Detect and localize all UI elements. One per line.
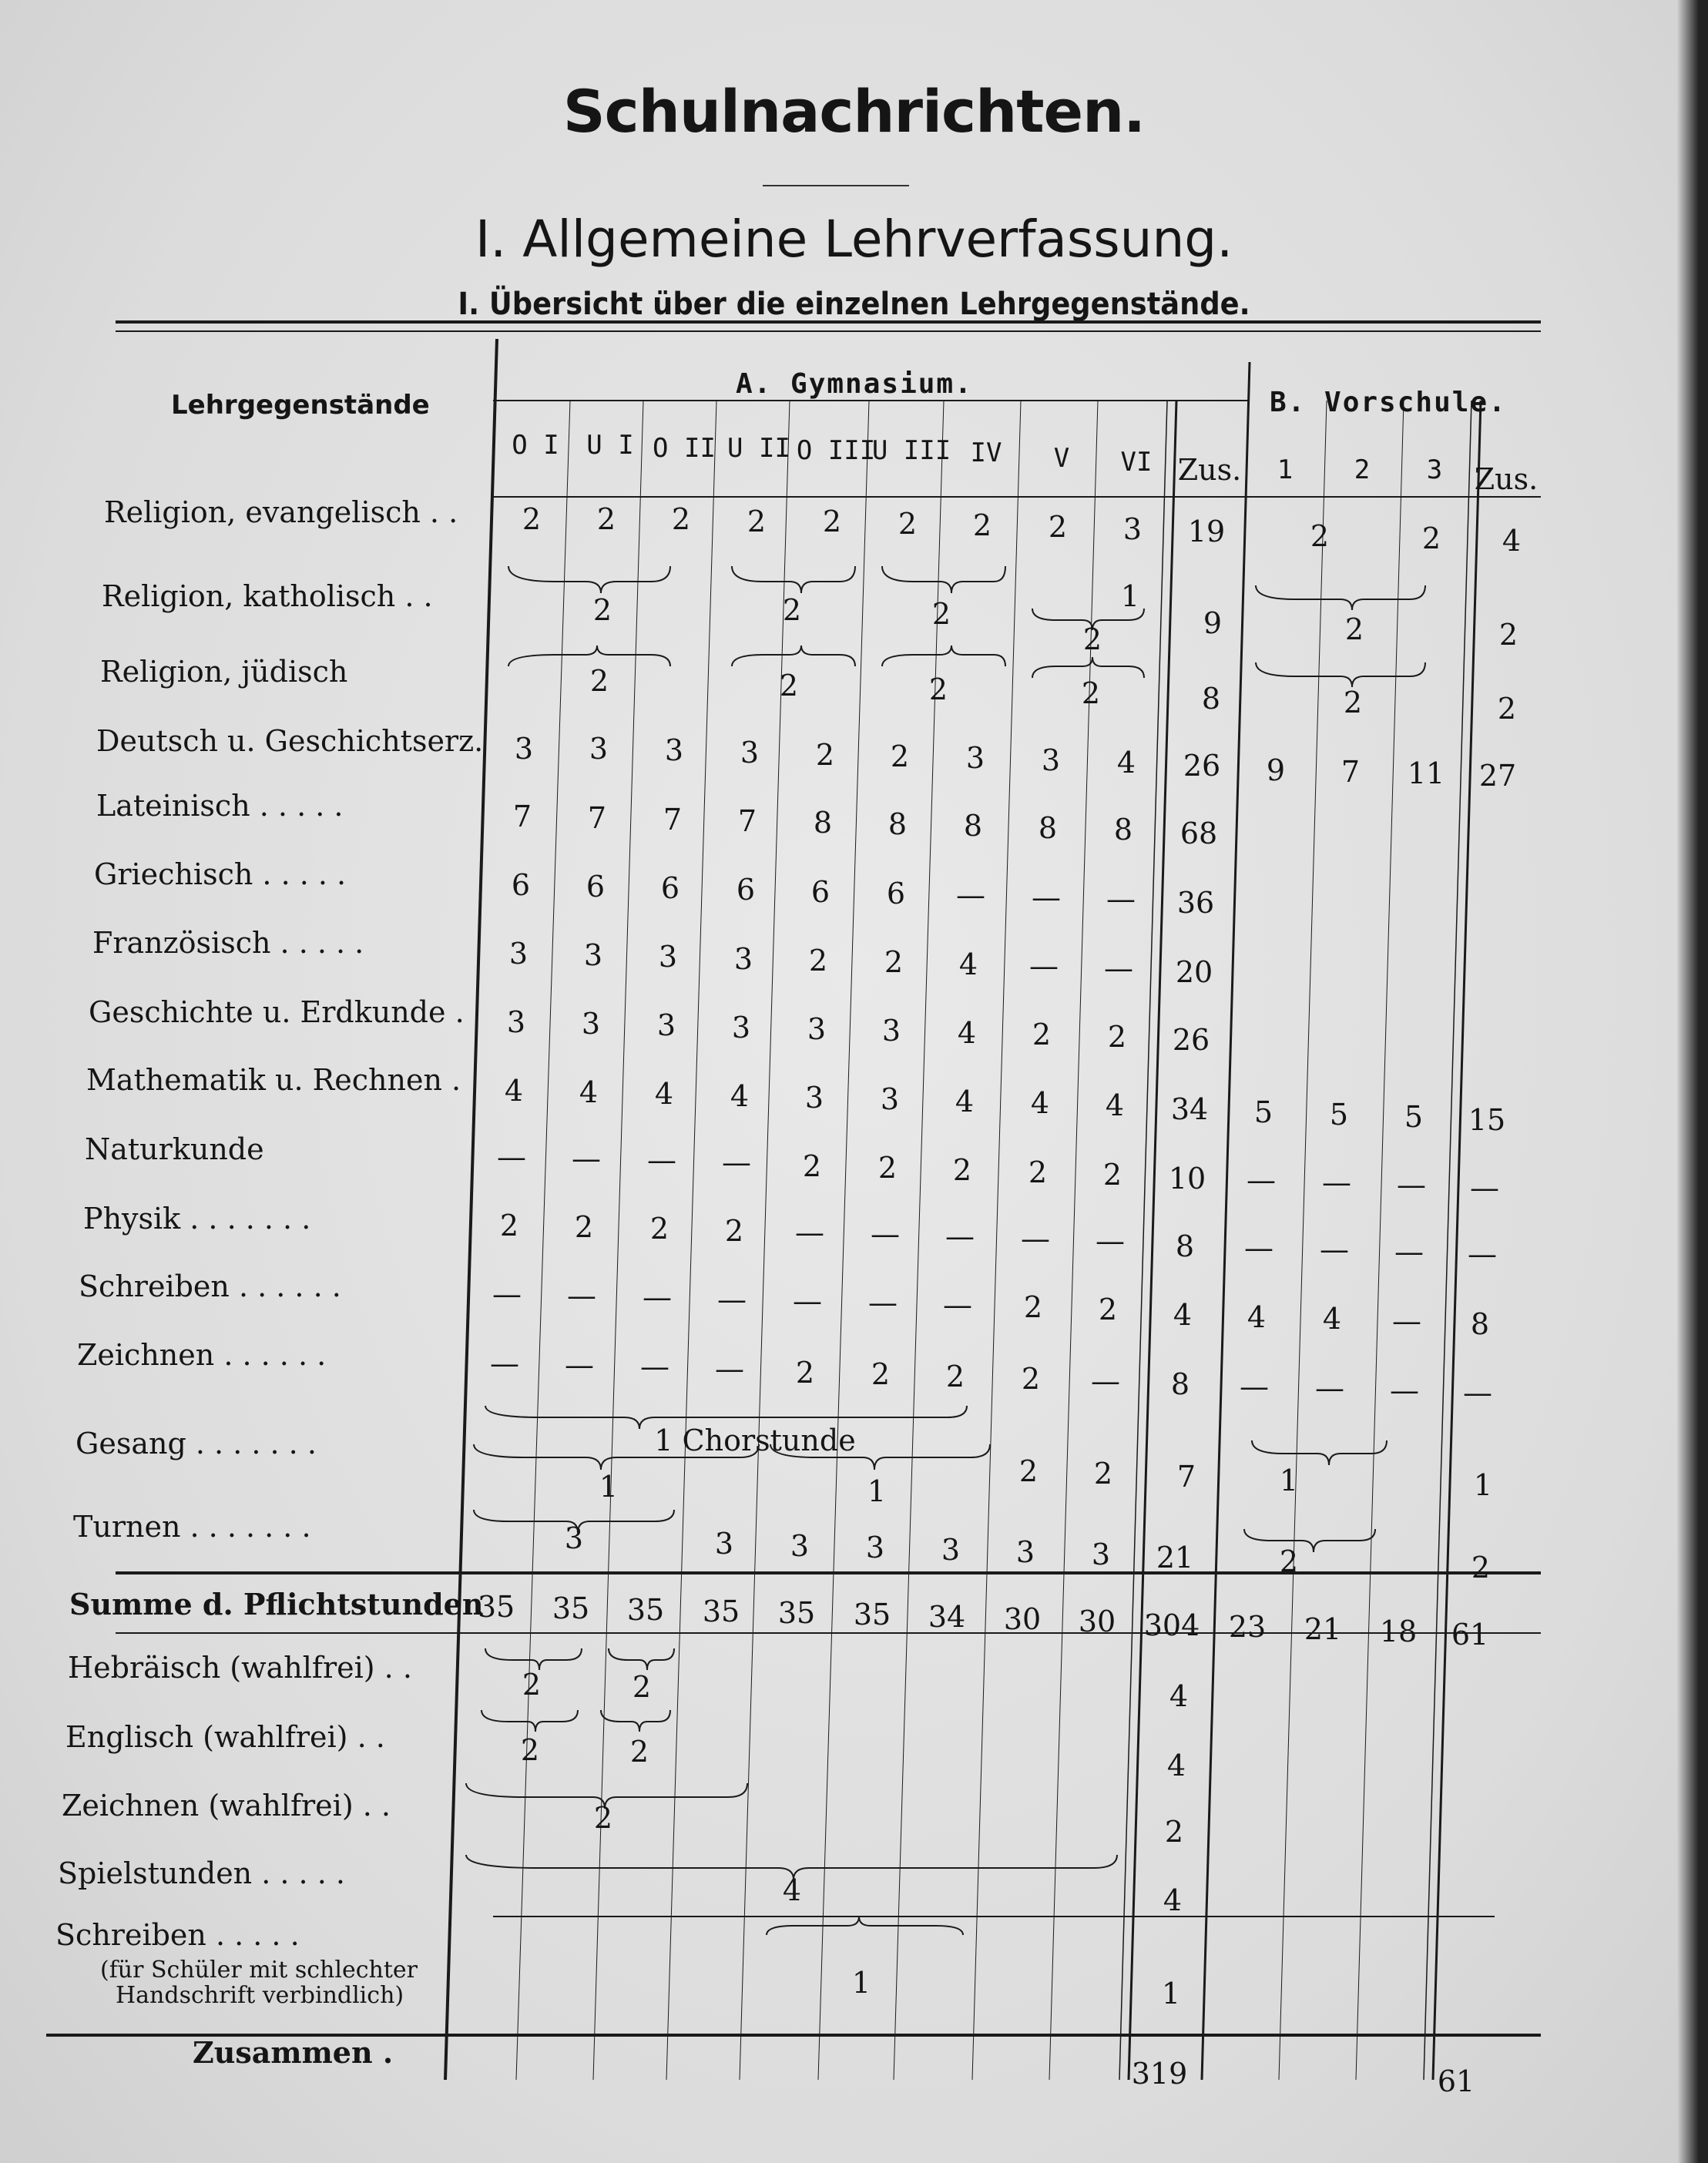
row-label-religion-jued: Religion, jüdisch — [100, 655, 348, 689]
cell-rel-kath-zus: 9 — [1203, 606, 1223, 640]
cell-franz-ui: 3 — [583, 938, 603, 972]
cell-gesang-chor: 1 Chorstunde — [654, 1424, 856, 1457]
row-label-franzoesisch: Französisch . . . . . — [92, 926, 364, 960]
cell-physik-iv: — — [945, 1219, 975, 1253]
row-label-schreiben-wahlfrei: Schreiben . . . . . — [55, 1918, 300, 1952]
header-gymnasium: A. Gymnasium. — [736, 368, 973, 400]
cell-rel-kath-vs: 2 — [1344, 612, 1364, 646]
cell-zeichnen-v3: — — [1390, 1373, 1419, 1407]
cell-summe-vzus: 61 — [1451, 1618, 1489, 1652]
cell-rel-ev-iv: 2 — [972, 508, 992, 542]
cell-summe-v3: 18 — [1379, 1615, 1418, 1648]
cell-natur-oiii: 2 — [802, 1149, 822, 1183]
cell-rel-jued-e: 2 — [1081, 676, 1101, 710]
cell-mathe-vi: 4 — [1105, 1088, 1125, 1122]
cell-latein-zus: 68 — [1179, 817, 1218, 850]
cell-turnen-uii: 3 — [714, 1527, 734, 1561]
cell-mathe-ui: 4 — [579, 1075, 599, 1109]
cell-schreiben-vzus: 8 — [1470, 1307, 1490, 1341]
cell-deutsch-v: 3 — [1041, 743, 1061, 777]
row-label-turnen: Turnen . . . . . . . — [73, 1510, 311, 1544]
cell-summe-iv: 34 — [928, 1600, 966, 1634]
cell-deutsch-iv: 3 — [965, 741, 985, 775]
cell-gesch-zus: 26 — [1172, 1023, 1210, 1057]
cell-natur-ui: — — [572, 1142, 601, 1175]
cell-griech-oi: 6 — [511, 868, 531, 902]
cell-schreib-w-a: 1 — [851, 1966, 871, 2000]
cell-rel-ev-ui: 2 — [596, 502, 616, 536]
cell-zeichnen-vi: — — [1091, 1364, 1120, 1398]
cell-gesang-b: 1 — [867, 1474, 887, 1508]
col-header-ui: U I — [586, 430, 634, 461]
cell-latein-iv: 8 — [963, 809, 983, 843]
header-vorschule: B. Vorschule. — [1270, 387, 1507, 418]
col-header-v1: 1 — [1277, 454, 1294, 485]
cell-gesch-v: 2 — [1032, 1018, 1052, 1051]
cell-rel-ev-oiii: 2 — [822, 505, 842, 538]
cell-turnen-vzus: 2 — [1471, 1551, 1491, 1585]
cell-schreiben-uii: — — [717, 1283, 747, 1316]
col-header-zus-a: Zus. — [1177, 453, 1242, 487]
cell-schreiben-vi: 2 — [1098, 1293, 1118, 1326]
cell-summe-v2: 21 — [1304, 1612, 1342, 1646]
cell-griech-uiii: 6 — [886, 877, 906, 910]
col-header-uiii: U III — [871, 435, 951, 466]
cell-rel-jued-a: 2 — [589, 664, 609, 698]
cell-latein-oiii: 8 — [813, 806, 833, 840]
cell-deutsch-v1: 9 — [1266, 753, 1286, 787]
col-header-oiii: O III — [796, 435, 876, 466]
row-label-summe: Summe d. Pflichtstunden — [69, 1587, 484, 1621]
cell-zeichnen-vzus: — — [1463, 1376, 1492, 1410]
cell-gesch-uii: 3 — [731, 1011, 751, 1045]
col-header-iv: IV — [970, 438, 1002, 468]
header-subjects: Lehrgegenstände — [171, 390, 430, 421]
cell-mathe-oii: 4 — [654, 1077, 674, 1111]
cell-rel-jued-vs: 2 — [1343, 686, 1363, 719]
cell-zeichnen-v: 2 — [1021, 1362, 1041, 1396]
cell-zeichnen-iv: 2 — [945, 1360, 965, 1393]
cell-physik-uiii: — — [871, 1217, 900, 1251]
row-label-griechisch: Griechisch . . . . . — [94, 857, 347, 891]
cell-turnen-zus: 21 — [1156, 1541, 1194, 1574]
cell-franz-uii: 3 — [733, 942, 753, 976]
cell-latein-oi: 7 — [512, 800, 532, 833]
col-header-oi: O I — [512, 430, 559, 461]
cell-griech-zus: 36 — [1176, 886, 1215, 920]
cell-zusammen-vzus: 61 — [1437, 2064, 1475, 2098]
cell-summe-zus: 304 — [1143, 1608, 1200, 1642]
cell-gesang-a: 1 — [599, 1470, 619, 1504]
row-label-zusammen: Zusammen . — [193, 2035, 394, 2070]
cell-physik-zus: 8 — [1175, 1229, 1195, 1263]
cell-zeichnen-oiii: 2 — [795, 1356, 815, 1390]
cell-natur-uii: — — [722, 1145, 751, 1179]
cell-rel-ev-v12: 2 — [1310, 519, 1330, 553]
cell-deutsch-oii: 3 — [664, 733, 684, 767]
cell-physik-v3: — — [1394, 1235, 1424, 1269]
cell-summe-oi: 35 — [477, 1590, 515, 1624]
cell-gesch-uiii: 3 — [881, 1014, 901, 1048]
cell-griech-uii: 6 — [736, 873, 756, 907]
cell-summe-v1: 23 — [1228, 1610, 1267, 1644]
col-header-v: V — [1053, 443, 1070, 474]
cell-spiel-zus: 4 — [1163, 1883, 1183, 1917]
cell-rel-kath-a: 2 — [592, 593, 612, 627]
cell-turnen-vs: 2 — [1279, 1544, 1299, 1578]
cell-schreiben-v3: — — [1392, 1304, 1421, 1338]
cell-latein-ui: 7 — [587, 801, 607, 835]
subsection-title: I. Übersicht über die einzelnen Lehrgegenstände. — [458, 287, 1250, 322]
cell-spiel-a: 4 — [782, 1873, 802, 1907]
cell-natur-v3: — — [1397, 1168, 1426, 1202]
cell-summe-uii: 35 — [702, 1595, 740, 1628]
col-header-v3: 3 — [1426, 454, 1443, 485]
cell-mathe-v2: 5 — [1329, 1098, 1349, 1132]
cell-gesang-vzus: 1 — [1473, 1468, 1493, 1502]
cell-deutsch-zus: 26 — [1183, 749, 1221, 783]
cell-gesch-oi: 3 — [506, 1005, 526, 1039]
cell-rel-ev-oi: 2 — [522, 502, 542, 536]
cell-engl-zus: 4 — [1166, 1749, 1186, 1782]
cell-rel-kath-vzus: 2 — [1498, 618, 1518, 652]
cell-summe-oii: 35 — [626, 1593, 665, 1627]
col-header-uii: U II — [727, 433, 790, 464]
row-label-zeichnen-wahlfrei: Zeichnen (wahlfrei) . . — [62, 1789, 391, 1823]
row-label-naturkunde: Naturkunde — [85, 1132, 264, 1166]
cell-gesch-iv: 4 — [957, 1016, 977, 1050]
cell-latein-v: 8 — [1038, 811, 1058, 845]
col-header-zus-b: Zus. — [1474, 462, 1539, 496]
cell-mathe-v: 4 — [1030, 1086, 1050, 1120]
cell-zeich-w-zus: 2 — [1164, 1815, 1184, 1849]
cell-griech-iv: — — [956, 878, 985, 912]
cell-summe-uiii: 35 — [853, 1598, 891, 1631]
cell-rel-ev-vzus: 4 — [1502, 524, 1522, 558]
row-label-mathematik: Mathematik u. Rechnen . — [86, 1063, 461, 1097]
col-header-oii: O II — [653, 433, 716, 464]
cell-physik-v2: — — [1320, 1232, 1349, 1266]
cell-summe-ui: 35 — [552, 1591, 590, 1625]
cell-schreiben-v2: 4 — [1322, 1302, 1342, 1336]
cell-zeichnen-oi: — — [490, 1346, 519, 1380]
cell-rel-jued-b: 2 — [779, 669, 799, 703]
cell-hebr-a: 2 — [522, 1668, 542, 1702]
cell-physik-ui: 2 — [574, 1210, 594, 1244]
cell-deutsch-oi: 3 — [514, 732, 534, 766]
cell-schreiben-oiii: — — [793, 1284, 822, 1318]
cell-franz-uiii: 2 — [884, 945, 904, 979]
cell-gesch-ui: 3 — [581, 1007, 601, 1041]
cell-physik-vzus: — — [1468, 1237, 1497, 1271]
row-note-2: Handschrift verbindlich) — [116, 1982, 404, 2009]
cell-latein-oii: 7 — [663, 803, 683, 837]
cell-natur-vzus: — — [1470, 1171, 1499, 1205]
cell-hebr-b: 2 — [632, 1670, 652, 1704]
row-label-hebraeisch: Hebräisch (wahlfrei) . . — [68, 1651, 412, 1685]
section-title: I. Allgemeine Lehrverfassung. — [475, 210, 1233, 269]
cell-physik-oii: 2 — [649, 1212, 669, 1246]
cell-turnen-uiii: 3 — [865, 1531, 885, 1564]
cell-mathe-iv: 4 — [955, 1085, 975, 1118]
cell-zeichnen-v2: — — [1315, 1371, 1344, 1405]
cell-mathe-vzus: 15 — [1468, 1103, 1506, 1137]
cell-deutsch-v3: 11 — [1407, 756, 1445, 790]
cell-zeichnen-v1: — — [1240, 1370, 1269, 1403]
cell-natur-oi: — — [497, 1140, 526, 1174]
cell-griech-oiii: 6 — [810, 875, 831, 909]
cell-zeich-w-a: 2 — [593, 1801, 613, 1835]
cell-griech-v: — — [1032, 880, 1061, 914]
cell-physik-v: — — [1021, 1222, 1050, 1256]
cell-zeichnen-uiii: 2 — [871, 1357, 891, 1391]
cell-zeichnen-ui: — — [565, 1348, 594, 1382]
cell-latein-uiii: 8 — [888, 807, 908, 841]
cell-mathe-zus: 34 — [1170, 1092, 1209, 1126]
cell-griech-oii: 6 — [660, 871, 680, 905]
cell-rel-ev-v: 2 — [1048, 510, 1068, 544]
cell-engl-b: 2 — [629, 1735, 649, 1769]
cell-physik-v1: — — [1244, 1231, 1273, 1265]
cell-physik-oi: 2 — [499, 1209, 519, 1242]
col-header-v2: 2 — [1354, 454, 1371, 485]
cell-physik-uii: 2 — [724, 1214, 744, 1248]
cell-natur-iv: 2 — [952, 1153, 972, 1187]
cell-mathe-uii: 4 — [730, 1079, 750, 1113]
row-label-englisch: Englisch (wahlfrei) . . — [65, 1720, 385, 1754]
cell-schreib-w-zus: 1 — [1161, 1977, 1181, 2010]
row-label-latein: Lateinisch . . . . . — [96, 789, 344, 823]
cell-rel-ev-uiii: 2 — [898, 507, 918, 541]
cell-rel-kath-c: 2 — [931, 597, 951, 631]
cell-natur-zus: 10 — [1168, 1162, 1206, 1196]
cell-franz-oi: 3 — [508, 937, 529, 971]
cell-schreiben-v: 2 — [1023, 1290, 1043, 1324]
row-label-spielstunden: Spielstunden . . . . . — [58, 1856, 345, 1890]
cell-summe-vi: 30 — [1078, 1605, 1116, 1638]
cell-zeichnen-oii: — — [640, 1350, 669, 1383]
cell-mathe-uiii: 3 — [880, 1082, 900, 1116]
row-label-gesang: Gesang . . . . . . . — [76, 1427, 317, 1460]
cell-deutsch-vi: 4 — [1116, 746, 1136, 780]
cell-turnen-oiii: 3 — [790, 1529, 810, 1563]
cell-turnen-vi: 3 — [1091, 1538, 1111, 1571]
cell-hebr-zus: 4 — [1169, 1679, 1189, 1713]
cell-summe-oiii: 35 — [777, 1596, 816, 1630]
cell-rel-kath-e: 2 — [1082, 622, 1102, 656]
cell-turnen-v: 3 — [1015, 1535, 1035, 1569]
cell-deutsch-uii: 3 — [740, 736, 760, 770]
cell-franz-v: — — [1029, 949, 1059, 983]
cell-summe-v: 30 — [1003, 1602, 1042, 1636]
col-header-vi: VI — [1120, 447, 1153, 478]
cell-engl-a: 2 — [520, 1733, 540, 1767]
cell-schreiben-uiii: — — [868, 1286, 898, 1320]
cell-schreiben-iv: — — [943, 1288, 972, 1322]
cell-gesang-vi: 2 — [1093, 1457, 1113, 1491]
cell-deutsch-vzus: 27 — [1478, 759, 1517, 793]
cell-natur-v: 2 — [1028, 1155, 1048, 1189]
cell-turnen-a: 3 — [564, 1521, 584, 1555]
cell-rel-jued-c: 2 — [928, 672, 948, 706]
cell-latein-uii: 7 — [737, 804, 757, 838]
cell-natur-v1: — — [1247, 1163, 1276, 1197]
cell-mathe-v3: 5 — [1404, 1100, 1424, 1134]
cell-natur-oii: — — [647, 1143, 676, 1177]
cell-deutsch-oiii: 2 — [815, 738, 835, 772]
cell-rel-kath-d: 1 — [1120, 579, 1140, 613]
cell-rel-ev-vi: 3 — [1122, 512, 1143, 546]
cell-deutsch-v2: 7 — [1341, 755, 1361, 789]
cell-gesang-vs: 1 — [1279, 1464, 1299, 1497]
cell-rel-ev-zus: 19 — [1187, 515, 1226, 548]
cell-zusammen-zus: 319 — [1131, 2057, 1188, 2091]
cell-griech-ui: 6 — [586, 870, 606, 904]
row-label-religion-ev: Religion, evangelisch . . — [104, 495, 458, 529]
row-label-schreiben: Schreiben . . . . . . — [79, 1269, 341, 1303]
cell-mathe-oiii: 3 — [804, 1081, 824, 1115]
cell-rel-kath-b: 2 — [782, 593, 802, 627]
row-label-religion-kath: Religion, katholisch . . — [102, 579, 433, 613]
cell-schreiben-zus: 4 — [1173, 1298, 1193, 1332]
cell-mathe-oi: 4 — [504, 1074, 524, 1108]
cell-mathe-v1: 5 — [1253, 1095, 1273, 1129]
cell-gesang-v: 2 — [1018, 1454, 1039, 1488]
cell-franz-zus: 20 — [1175, 955, 1213, 989]
cell-gesch-vi: 2 — [1107, 1020, 1127, 1054]
row-note-1: (für Schüler mit schlechter — [100, 1957, 418, 1984]
cell-physik-vi: — — [1096, 1224, 1125, 1258]
cell-franz-vi: — — [1104, 951, 1133, 985]
cell-griech-vi: — — [1106, 882, 1136, 916]
row-label-deutsch: Deutsch u. Geschichtserz. — [96, 724, 484, 758]
cell-physik-oiii: — — [795, 1216, 824, 1249]
cell-rel-jued-zus: 8 — [1201, 682, 1221, 716]
cell-gesch-oii: 3 — [656, 1008, 676, 1042]
row-label-physik: Physik . . . . . . . — [83, 1202, 311, 1236]
cell-latein-vi: 8 — [1113, 813, 1133, 847]
row-label-zeichnen: Zeichnen . . . . . . — [77, 1338, 327, 1372]
cell-franz-iv: 4 — [958, 947, 978, 981]
cell-rel-jued-vzus: 2 — [1497, 692, 1517, 726]
cell-natur-v2: — — [1322, 1165, 1351, 1199]
cell-schreiben-ui: — — [567, 1279, 596, 1313]
cell-gesang-zus: 7 — [1176, 1460, 1196, 1494]
cell-gesch-oiii: 3 — [807, 1012, 827, 1046]
cell-rel-ev-oii: 2 — [671, 502, 691, 536]
cell-deutsch-ui: 3 — [589, 732, 609, 766]
cell-turnen-iv: 3 — [941, 1533, 961, 1567]
cell-natur-vi: 2 — [1102, 1158, 1122, 1192]
cell-schreiben-oi: — — [492, 1277, 522, 1311]
cell-schreiben-v1: 4 — [1247, 1300, 1267, 1334]
cell-zeichnen-uii: — — [715, 1352, 744, 1386]
cell-franz-oiii: 2 — [808, 944, 828, 978]
cell-franz-oii: 3 — [658, 940, 678, 974]
cell-natur-uiii: 2 — [877, 1151, 898, 1185]
cell-rel-ev-uii: 2 — [747, 505, 767, 538]
cell-zeichnen-zus: 8 — [1170, 1367, 1190, 1401]
cell-schreiben-oii: — — [643, 1280, 672, 1314]
cell-rel-ev-v3: 2 — [1421, 521, 1441, 555]
row-label-geschichte: Geschichte u. Erdkunde . — [89, 995, 465, 1029]
cell-deutsch-uiii: 2 — [890, 739, 910, 773]
page-title: Schulnachrichten. — [562, 77, 1146, 146]
